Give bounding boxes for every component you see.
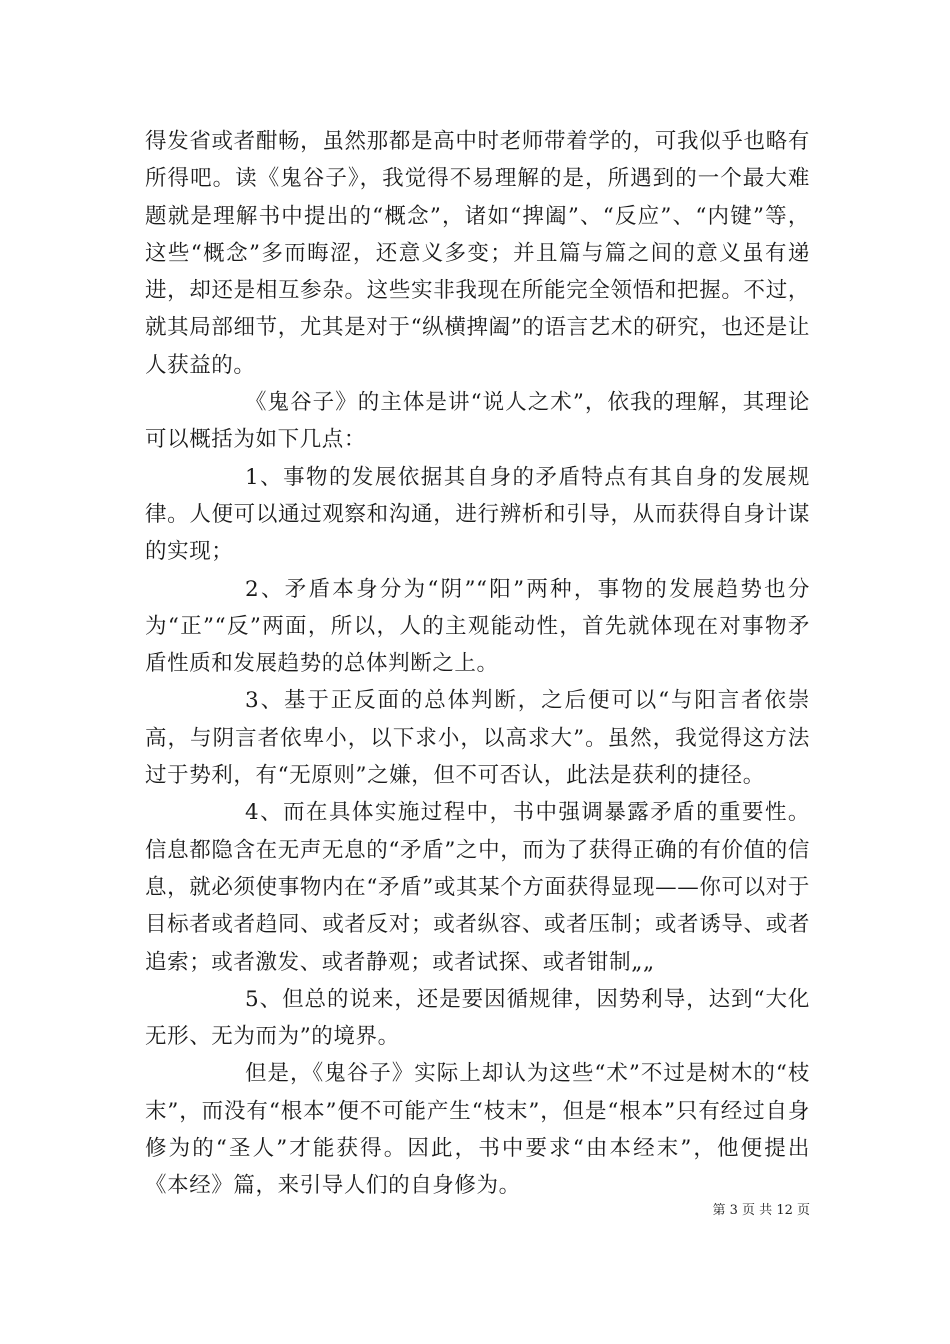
paragraph-3: 1、事物的发展依据其自身的矛盾特点有其自身的发展规律。人便可以通过观察和沟通，进行辨析和引导，从而获得自身计谋的实现； (145, 464, 810, 565)
paragraph-2: 《鬼谷子》的主体是讲“说人之术”，依我的理解，其理论可以概括为如下几点： (145, 390, 810, 453)
paragraph-6: 4、而在具体实施过程中，书中强调暴露矛盾的重要性。信息都隐含在无声无息的“矛盾”之中，而为了获得正确的有价值的信息，就必须使事物内在“矛盾”或其某个方面获得显现——你可以对于目标者或者趋同、或者反对；或者纵容、或者压制；或者诱导、或者追索；或者激发、或者静观；或者试探、或者钳制„„ (145, 800, 810, 975)
paragraph-4: 2、矛盾本身分为“阴”“阳”两种，事物的发展趋势也分为“正”“反”两面，所以，人的主观能动性，首先就体现在对事物矛盾性质和发展趋势的总体判断之上。 (145, 576, 810, 677)
paragraph-8: 但是，《鬼谷子》实际上却认为这些“术”不过是树木的“枝末”，而没有“根本”便不可能产生“枝末”，但是“根本”只有经过自身修为的“圣人”才能获得。因此，书中要求“由本经末”，他便提出《本经》篇，来引导人们的自身修为。 (145, 1061, 810, 1199)
document-body (145, 123, 810, 1205)
paragraph-7: 5、但总的说来，还是要因循规律，因势利导，达到“大化无形、无为而为”的境界。 (145, 986, 810, 1050)
paragraph-5: 3、基于正反面的总体判断，之后便可以“与阳言者依崇高，与阴言者依卑小，以下求小，以高求大”。虽然，我觉得这方法过于势利，有“无原则”之嫌，但不可否认，此法是获利的捷径。 (145, 688, 810, 789)
page-number-footer: 第 3 页 共 12 页 (712, 1203, 810, 1218)
paragraph-1: 得发省或者酣畅，虽然那都是高中时老师带着学的，可我似乎也略有所得吧。读《鬼谷子》，我觉得不易理解的是，所遇到的一个最大难题就是理解书中提出的“概念”，诸如“捭阖”、“反应”、“内键”等，这些“概念”多而晦涩，还意义多变；并且篇与篇之间的意义虽有递进，却还是相互参杂。这些实非我现在所能完全领悟和把握。不过，就其局部细节，尤其是对于“纵横捭阖”的语言艺术的研究，也还是让人获益的。 (145, 129, 810, 378)
